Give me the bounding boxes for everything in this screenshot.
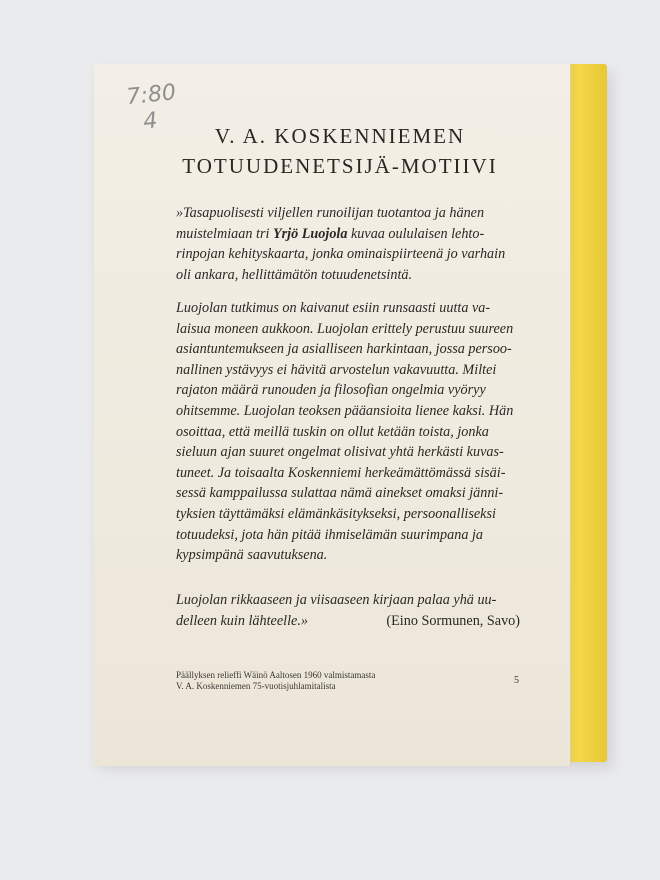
- cover-credit-line-1: Päällyksen relieffi Wäinö Aaltosen 1960 valmistamasta: [176, 670, 376, 680]
- paragraph-line: [176, 611, 520, 632]
- pencil-note-number: 4: [142, 108, 159, 135]
- review-paragraph-2: [176, 298, 520, 566]
- title-line-2: TOTUUDENETSIJÄ-MOTIIVI: [182, 154, 498, 178]
- paragraph-line: »Tasapuolisesti viljellen runoilijan tuotantoa ja hänen: [176, 205, 485, 221]
- paragraph-line: tuneet. Ja toisaalta Koskenniemi herkeämättömässä sisäi-: [176, 464, 506, 481]
- paragraph-text: kuvaa oululaisen lehto-: [347, 225, 485, 242]
- paragraph-line: laisua moneen aukkoon. Luojolan erittely perustuu suureen: [176, 320, 514, 337]
- paragraph-line: asiantuntemukseen ja asialliseen harkintaan, jossa persoo-: [176, 341, 512, 358]
- title-line-1: V. A. KOSKENNIEMEN: [214, 124, 466, 148]
- review-paragraph-1: [176, 203, 520, 285]
- paragraph-text: muistelmiaan tri: [176, 225, 273, 242]
- pencil-note-price: 7:80: [125, 80, 178, 111]
- paragraph-line: Luojolan rikkaaseen ja viisaaseen kirjaan palaa yhä uu-: [176, 592, 497, 608]
- paragraph-line: totuudeksi, jota hän pitää ihmiselämän suurimpana ja: [176, 526, 483, 543]
- paragraph-line: nallinen ystävyys ei hävitä arvostelun vakavuutta. Miltei: [176, 361, 497, 378]
- paragraph-line: osoittaa, että meillä tuskin on ollut ketään toista, jonka: [176, 423, 489, 440]
- paragraph-line: rinpojan kehityskaarta, jonka ominaispiirteenä jo varhain: [176, 246, 506, 263]
- paragraph-line: [176, 224, 520, 245]
- author-name: Yrjö Luojola: [272, 225, 348, 242]
- review-attribution: (Eino Sormunen, Savo): [386, 612, 520, 629]
- paragraph-text: delleen kuin lähteelle.»: [176, 612, 308, 629]
- paragraph-line: sessä kamppailussa sulattaa nämä ainekset omaksi jänni-: [176, 485, 504, 502]
- review-paragraph-3: [176, 590, 520, 631]
- paragraph-line: Luojolan tutkimus on kaivanut esiin runsaasti uutta va-: [176, 300, 491, 316]
- paragraph-line: kypsimpänä saavutuksena.: [176, 547, 328, 564]
- paragraph-line: rajaton määrä runouden ja filosofian ongelmia vyöryy: [176, 382, 486, 399]
- paragraph-line: oli ankara, hellittämätön totuudenetsintä.: [176, 266, 413, 283]
- cover-credit: [176, 670, 526, 692]
- page-number: 5: [514, 675, 519, 686]
- paragraph-line: sieluun ajan suuret ongelmat olisivat yhtä herkästi kuvas-: [176, 444, 504, 461]
- cover-credit-line-2: V. A. Koskenniemen 75-vuotisjuhlamitalista: [176, 681, 336, 691]
- paragraph-line: ohitsemme. Luojolan teoksen pääansioita lienee kaksi. Hän: [176, 402, 514, 419]
- paragraph-line: tyksien täyttämäksi elämänkäsitykseksi, persoonalliseksi: [176, 505, 496, 522]
